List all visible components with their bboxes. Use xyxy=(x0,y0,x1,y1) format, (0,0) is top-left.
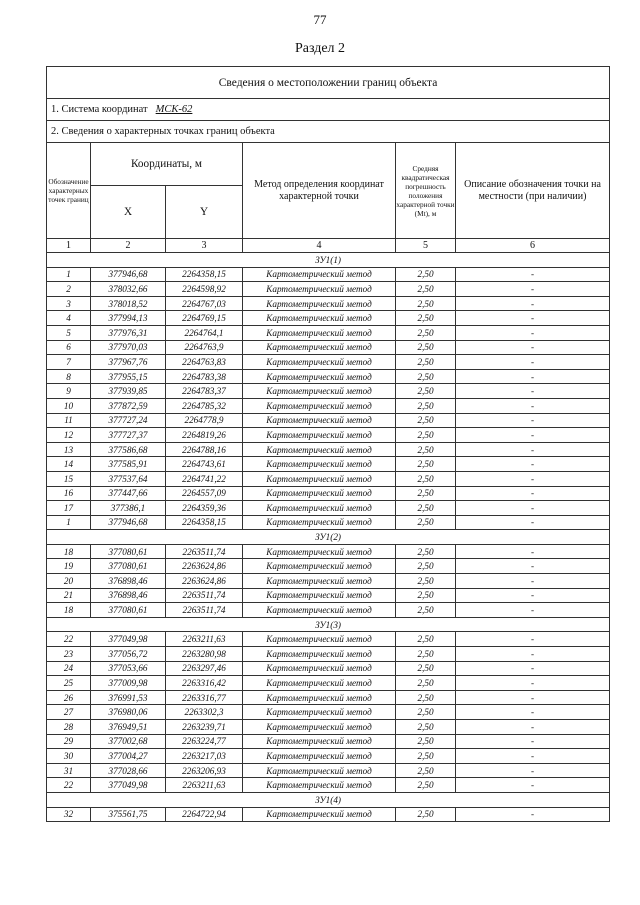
x-coordinate: 377080,61 xyxy=(91,603,166,618)
error-value: 2,50 xyxy=(396,457,456,472)
x-coordinate: 376980,06 xyxy=(91,705,166,720)
description: - xyxy=(456,763,610,778)
table-row xyxy=(47,749,610,764)
description: - xyxy=(456,282,610,297)
error-value: 2,50 xyxy=(396,807,456,822)
method: Картометрический метод xyxy=(243,778,396,793)
method: Картометрический метод xyxy=(243,413,396,428)
error-value: 2,50 xyxy=(396,267,456,282)
y-coordinate: 2264763,83 xyxy=(166,355,243,370)
table-row xyxy=(47,398,610,413)
y-coordinate: 2263316,42 xyxy=(166,676,243,691)
error-value: 2,50 xyxy=(396,325,456,340)
description: - xyxy=(456,734,610,749)
description: - xyxy=(456,428,610,443)
group-header-row xyxy=(47,530,610,545)
description: - xyxy=(456,398,610,413)
table-row xyxy=(47,442,610,457)
method: Картометрический метод xyxy=(243,588,396,603)
header-coordinates: Координаты, м xyxy=(91,143,243,186)
y-coordinate: 2264557,09 xyxy=(166,486,243,501)
coordinate-system-label: 1. Система координат xyxy=(51,104,148,115)
y-coordinate: 2264785,32 xyxy=(166,398,243,413)
description: - xyxy=(456,457,610,472)
method: Картометрический метод xyxy=(243,515,396,530)
error-value: 2,50 xyxy=(396,340,456,355)
description: - xyxy=(456,340,610,355)
error-value: 2,50 xyxy=(396,661,456,676)
error-value: 2,50 xyxy=(396,778,456,793)
y-coordinate: 2263624,86 xyxy=(166,574,243,589)
error-value: 2,50 xyxy=(396,763,456,778)
method: Картометрический метод xyxy=(243,559,396,574)
method: Картометрический метод xyxy=(243,705,396,720)
method: Картометрический метод xyxy=(243,457,396,472)
description: - xyxy=(456,588,610,603)
y-coordinate: 2264764,1 xyxy=(166,325,243,340)
x-coordinate: 376898,46 xyxy=(91,588,166,603)
point-number: 18 xyxy=(47,603,91,618)
table-row xyxy=(47,413,610,428)
point-number: 22 xyxy=(47,632,91,647)
header-y: Y xyxy=(166,186,243,239)
x-coordinate: 376949,51 xyxy=(91,720,166,735)
description: - xyxy=(456,355,610,370)
x-coordinate: 377002,68 xyxy=(91,734,166,749)
y-coordinate: 2264763,9 xyxy=(166,340,243,355)
table-row xyxy=(47,486,610,501)
method: Картометрический метод xyxy=(243,647,396,662)
description: - xyxy=(456,501,610,516)
group-name: ЗУ1(4) xyxy=(47,792,610,807)
method: Картометрический метод xyxy=(243,442,396,457)
x-coordinate: 376991,53 xyxy=(91,690,166,705)
x-coordinate: 377955,15 xyxy=(91,369,166,384)
description: - xyxy=(456,267,610,282)
group-header-row xyxy=(47,617,610,632)
table-row xyxy=(47,690,610,705)
description: - xyxy=(456,647,610,662)
point-number: 26 xyxy=(47,690,91,705)
description: - xyxy=(456,559,610,574)
error-value: 2,50 xyxy=(396,676,456,691)
column-number: 4 xyxy=(243,239,396,253)
error-value: 2,50 xyxy=(396,734,456,749)
y-coordinate: 2263211,63 xyxy=(166,632,243,647)
method: Картометрический метод xyxy=(243,340,396,355)
section-title: Раздел 2 xyxy=(294,41,346,56)
x-coordinate: 377080,61 xyxy=(91,544,166,559)
method: Картометрический метод xyxy=(243,574,396,589)
method: Картометрический метод xyxy=(243,325,396,340)
group-name: ЗУ1(1) xyxy=(47,253,610,268)
point-number: 6 xyxy=(47,340,91,355)
method: Картометрический метод xyxy=(243,267,396,282)
y-coordinate: 2263217,03 xyxy=(166,749,243,764)
x-coordinate: 375561,75 xyxy=(91,807,166,822)
error-value: 2,50 xyxy=(396,282,456,297)
error-value: 2,50 xyxy=(396,398,456,413)
x-coordinate: 377946,68 xyxy=(91,515,166,530)
point-number: 19 xyxy=(47,559,91,574)
table-row xyxy=(47,778,610,793)
x-coordinate: 377049,98 xyxy=(91,632,166,647)
column-number: 1 xyxy=(47,239,91,253)
column-numbers-row xyxy=(47,239,610,253)
page-number: 77 xyxy=(313,12,327,27)
point-number: 17 xyxy=(47,501,91,516)
point-number: 4 xyxy=(47,311,91,326)
table-row xyxy=(47,647,610,662)
table-row xyxy=(47,603,610,618)
point-number: 12 xyxy=(47,428,91,443)
table-row xyxy=(47,384,610,399)
error-value: 2,50 xyxy=(396,442,456,457)
table-row xyxy=(47,340,610,355)
x-coordinate: 376898,46 xyxy=(91,574,166,589)
point-number: 27 xyxy=(47,705,91,720)
method: Картометрический метод xyxy=(243,428,396,443)
table-row xyxy=(47,501,610,516)
x-coordinate: 377727,37 xyxy=(91,428,166,443)
group-header-row xyxy=(47,792,610,807)
y-coordinate: 2264783,38 xyxy=(166,369,243,384)
y-coordinate: 2264769,15 xyxy=(166,311,243,326)
y-coordinate: 2264767,03 xyxy=(166,296,243,311)
y-coordinate: 2263280,98 xyxy=(166,647,243,662)
description: - xyxy=(456,690,610,705)
table-row xyxy=(47,559,610,574)
x-coordinate: 377056,72 xyxy=(91,647,166,662)
table-row xyxy=(47,705,610,720)
y-coordinate: 2263511,74 xyxy=(166,603,243,618)
table-row xyxy=(47,734,610,749)
y-coordinate: 2263511,74 xyxy=(166,588,243,603)
method: Картометрический метод xyxy=(243,398,396,413)
description: - xyxy=(456,720,610,735)
y-coordinate: 2263297,46 xyxy=(166,661,243,676)
error-value: 2,50 xyxy=(396,559,456,574)
point-number: 29 xyxy=(47,734,91,749)
table-row xyxy=(47,515,610,530)
table-row xyxy=(47,296,610,311)
method: Картометрический метод xyxy=(243,763,396,778)
point-number: 11 xyxy=(47,413,91,428)
table-row xyxy=(47,471,610,486)
table-row xyxy=(47,588,610,603)
y-coordinate: 2264359,36 xyxy=(166,501,243,516)
x-coordinate: 377386,1 xyxy=(91,501,166,516)
error-value: 2,50 xyxy=(396,486,456,501)
description: - xyxy=(456,413,610,428)
x-coordinate: 377585,91 xyxy=(91,457,166,472)
error-value: 2,50 xyxy=(396,296,456,311)
point-number: 32 xyxy=(47,807,91,822)
header-error: Средняя квадратическая погрешность положения характерной точки (Mt), м xyxy=(396,143,456,239)
method: Картометрический метод xyxy=(243,544,396,559)
group-name: ЗУ1(3) xyxy=(47,617,610,632)
description: - xyxy=(456,544,610,559)
table-row xyxy=(47,632,610,647)
error-value: 2,50 xyxy=(396,311,456,326)
y-coordinate: 2264788,16 xyxy=(166,442,243,457)
x-coordinate: 377004,27 xyxy=(91,749,166,764)
point-number: 23 xyxy=(47,647,91,662)
point-number: 8 xyxy=(47,369,91,384)
method: Картометрический метод xyxy=(243,296,396,311)
point-number: 31 xyxy=(47,763,91,778)
point-number: 2 xyxy=(47,282,91,297)
point-number: 10 xyxy=(47,398,91,413)
description: - xyxy=(456,384,610,399)
x-coordinate: 377080,61 xyxy=(91,559,166,574)
table-row xyxy=(47,720,610,735)
point-number: 15 xyxy=(47,471,91,486)
method: Картометрический метод xyxy=(243,632,396,647)
table-row xyxy=(47,763,610,778)
method: Картометрический метод xyxy=(243,749,396,764)
point-number: 3 xyxy=(47,296,91,311)
point-number: 14 xyxy=(47,457,91,472)
y-coordinate: 2264358,15 xyxy=(166,515,243,530)
y-coordinate: 2264783,37 xyxy=(166,384,243,399)
table-row xyxy=(47,807,610,822)
point-number: 18 xyxy=(47,544,91,559)
header-description: Описание обозначения точки на местности (при наличии) xyxy=(456,143,610,239)
x-coordinate: 377586,68 xyxy=(91,442,166,457)
error-value: 2,50 xyxy=(396,471,456,486)
error-value: 2,50 xyxy=(396,501,456,516)
x-coordinate: 378018,52 xyxy=(91,296,166,311)
table-row xyxy=(47,325,610,340)
table-row xyxy=(47,544,610,559)
y-coordinate: 2264598,92 xyxy=(166,282,243,297)
table-row xyxy=(47,457,610,472)
description: - xyxy=(456,471,610,486)
header-designation: Обозначение характерных точек границ xyxy=(47,143,91,239)
description: - xyxy=(456,369,610,384)
table-row xyxy=(47,267,610,282)
y-coordinate: 2263316,77 xyxy=(166,690,243,705)
error-value: 2,50 xyxy=(396,544,456,559)
y-coordinate: 2263511,74 xyxy=(166,544,243,559)
x-coordinate: 378032,66 xyxy=(91,282,166,297)
point-number: 25 xyxy=(47,676,91,691)
method: Картометрический метод xyxy=(243,311,396,326)
y-coordinate: 2263624,86 xyxy=(166,559,243,574)
column-number: 6 xyxy=(456,239,610,253)
error-value: 2,50 xyxy=(396,690,456,705)
error-value: 2,50 xyxy=(396,413,456,428)
y-coordinate: 2263211,63 xyxy=(166,778,243,793)
point-number: 9 xyxy=(47,384,91,399)
table-row xyxy=(47,369,610,384)
description: - xyxy=(456,749,610,764)
table-row xyxy=(47,311,610,326)
method: Картометрический метод xyxy=(243,369,396,384)
point-number: 7 xyxy=(47,355,91,370)
error-value: 2,50 xyxy=(396,588,456,603)
method: Картометрический метод xyxy=(243,720,396,735)
header-method: Метод определения координат характерной точки xyxy=(243,143,396,239)
error-value: 2,50 xyxy=(396,749,456,764)
method: Картометрический метод xyxy=(243,355,396,370)
point-number: 1 xyxy=(47,267,91,282)
table-row xyxy=(47,428,610,443)
y-coordinate: 2263302,3 xyxy=(166,705,243,720)
column-number: 5 xyxy=(396,239,456,253)
y-coordinate: 2264819,26 xyxy=(166,428,243,443)
description: - xyxy=(456,486,610,501)
error-value: 2,50 xyxy=(396,369,456,384)
x-coordinate: 377872,59 xyxy=(91,398,166,413)
method: Картометрический метод xyxy=(243,471,396,486)
method: Картометрический метод xyxy=(243,384,396,399)
column-number: 2 xyxy=(91,239,166,253)
description: - xyxy=(456,676,610,691)
point-number: 24 xyxy=(47,661,91,676)
y-coordinate: 2263239,71 xyxy=(166,720,243,735)
x-coordinate: 377970,03 xyxy=(91,340,166,355)
description: - xyxy=(456,574,610,589)
y-coordinate: 2263224,77 xyxy=(166,734,243,749)
description: - xyxy=(456,807,610,822)
x-coordinate: 377009,98 xyxy=(91,676,166,691)
point-number: 20 xyxy=(47,574,91,589)
x-coordinate: 377049,98 xyxy=(91,778,166,793)
x-coordinate: 377946,68 xyxy=(91,267,166,282)
method: Картометрический метод xyxy=(243,676,396,691)
error-value: 2,50 xyxy=(396,632,456,647)
method: Картометрический метод xyxy=(243,807,396,822)
x-coordinate: 377447,66 xyxy=(91,486,166,501)
y-coordinate: 2264722,94 xyxy=(166,807,243,822)
error-value: 2,50 xyxy=(396,384,456,399)
x-coordinate: 377994,13 xyxy=(91,311,166,326)
x-coordinate: 377939,85 xyxy=(91,384,166,399)
table-row xyxy=(47,355,610,370)
error-value: 2,50 xyxy=(396,647,456,662)
point-number: 28 xyxy=(47,720,91,735)
point-number: 13 xyxy=(47,442,91,457)
description: - xyxy=(456,778,610,793)
method: Картометрический метод xyxy=(243,603,396,618)
method: Картометрический метод xyxy=(243,282,396,297)
error-value: 2,50 xyxy=(396,515,456,530)
description: - xyxy=(456,661,610,676)
method: Картометрический метод xyxy=(243,486,396,501)
method: Картометрический метод xyxy=(243,661,396,676)
table-row xyxy=(47,661,610,676)
header-x: X xyxy=(91,186,166,239)
point-number: 5 xyxy=(47,325,91,340)
table-title: Сведения о местоположении границ объекта xyxy=(47,67,610,99)
description: - xyxy=(456,325,610,340)
y-coordinate: 2264743,61 xyxy=(166,457,243,472)
point-number: 30 xyxy=(47,749,91,764)
coordinate-system-value: МСК-62 xyxy=(155,104,193,115)
point-number: 21 xyxy=(47,588,91,603)
error-value: 2,50 xyxy=(396,355,456,370)
column-number: 3 xyxy=(166,239,243,253)
error-value: 2,50 xyxy=(396,720,456,735)
error-value: 2,50 xyxy=(396,603,456,618)
point-number: 22 xyxy=(47,778,91,793)
error-value: 2,50 xyxy=(396,705,456,720)
description: - xyxy=(456,311,610,326)
method: Картометрический метод xyxy=(243,690,396,705)
x-coordinate: 377053,66 xyxy=(91,661,166,676)
point-number: 1 xyxy=(47,515,91,530)
x-coordinate: 377028,66 xyxy=(91,763,166,778)
boundary-points-table xyxy=(46,66,610,822)
description: - xyxy=(456,603,610,618)
description: - xyxy=(456,296,610,311)
y-coordinate: 2263206,93 xyxy=(166,763,243,778)
x-coordinate: 377967,76 xyxy=(91,355,166,370)
error-value: 2,50 xyxy=(396,574,456,589)
points-info-label: 2. Сведения о характерных точках границ объекта xyxy=(47,121,610,143)
table-row xyxy=(47,676,610,691)
description: - xyxy=(456,442,610,457)
description: - xyxy=(456,515,610,530)
x-coordinate: 377727,24 xyxy=(91,413,166,428)
x-coordinate: 377537,64 xyxy=(91,471,166,486)
group-name: ЗУ1(2) xyxy=(47,530,610,545)
description: - xyxy=(456,632,610,647)
point-number: 16 xyxy=(47,486,91,501)
method: Картометрический метод xyxy=(243,734,396,749)
description: - xyxy=(456,705,610,720)
table-row xyxy=(47,574,610,589)
method: Картометрический метод xyxy=(243,501,396,516)
y-coordinate: 2264778,9 xyxy=(166,413,243,428)
error-value: 2,50 xyxy=(396,428,456,443)
group-header-row xyxy=(47,253,610,268)
table-row xyxy=(47,282,610,297)
y-coordinate: 2264741,22 xyxy=(166,471,243,486)
coordinate-system-row xyxy=(47,99,610,121)
y-coordinate: 2264358,15 xyxy=(166,267,243,282)
x-coordinate: 377976,31 xyxy=(91,325,166,340)
